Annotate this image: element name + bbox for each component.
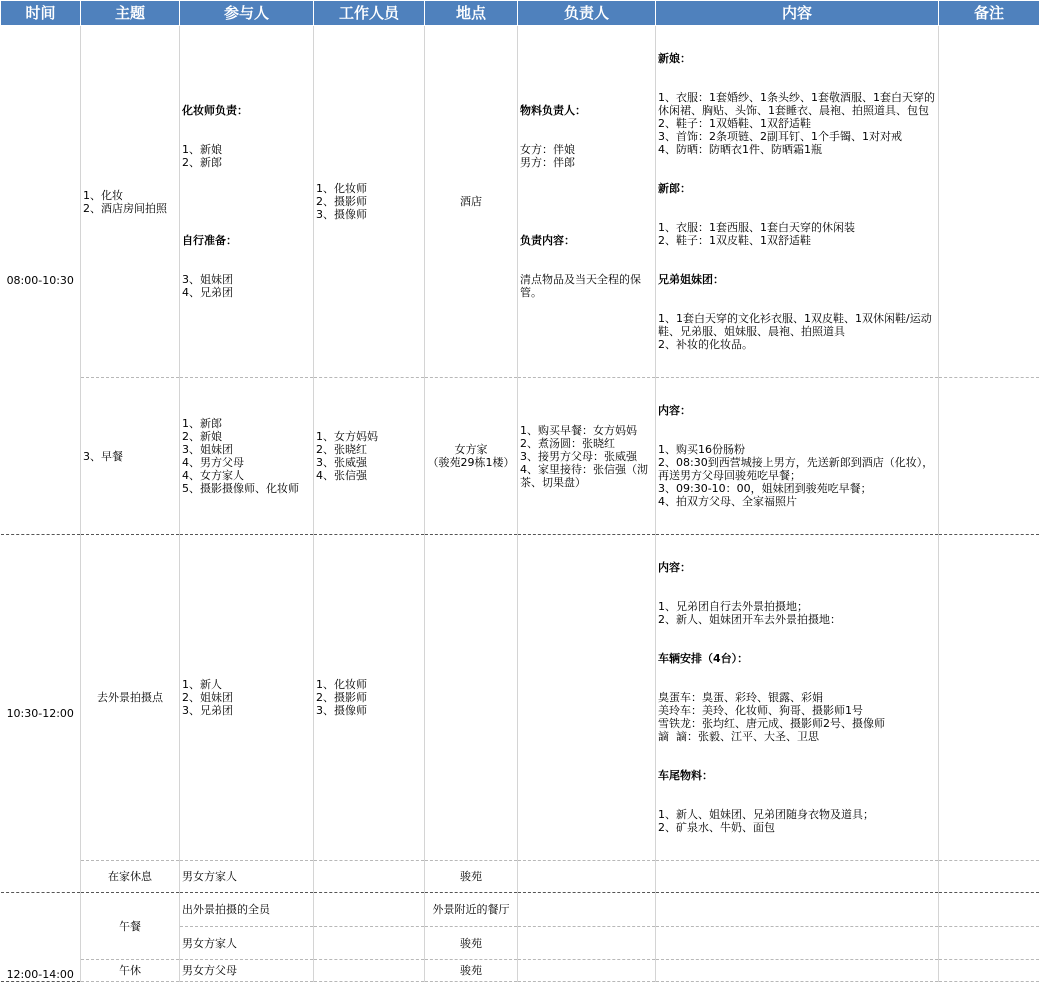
staff-cell[interactable] [314, 927, 425, 960]
owner-cell[interactable] [518, 26, 656, 378]
content-text: 1、购买16份肠粉 2、08:30到西营城接上男方，先送新郎到酒店（化妆），再送男方父母回骏苑吃早餐； 3、09:30-10：00，姐妹团到骏苑吃早餐； 4、拍双方父母、全家福照片 [658, 443, 936, 508]
remarks-cell[interactable] [939, 960, 1039, 982]
table-row [1, 535, 1039, 861]
content-cell[interactable] [656, 535, 939, 861]
participants-cell[interactable] [180, 26, 314, 378]
topic-cell[interactable]: 3、早餐 [81, 378, 180, 535]
participants-cell[interactable]: 男女方父母 [180, 960, 314, 982]
content-text: 1、新人、姐妹团、兄弟团随身衣物及道具； 2、矿泉水、牛奶、面包 [658, 808, 936, 834]
content-heading: 内容： [658, 561, 936, 574]
owner-heading: 物料负责人： [520, 104, 653, 117]
content-heading: 兄弟姐妹团： [658, 273, 936, 286]
owner-text: 清点物品及当天全程的保管。 [520, 273, 653, 299]
table-row [1, 378, 1039, 535]
content-cell[interactable] [656, 927, 939, 960]
content-heading: 车尾物料： [658, 769, 936, 782]
participants-heading: 自行准备： [182, 234, 311, 247]
staff-cell[interactable] [314, 960, 425, 982]
participants-list: 3、姐妹团 4、兄弟团 [182, 273, 311, 299]
topic-cell[interactable]: 1、化妆 2、酒店房间拍照 [81, 26, 180, 378]
table-row [1, 893, 1039, 927]
owner-cell[interactable]: 1、购买早餐：女方妈妈 2、煮汤圆：张晓红 3、接男方父母：张威强 4、家里接待：张信强（沏茶、切果盘） [518, 378, 656, 535]
remarks-cell[interactable] [939, 535, 1039, 861]
header-location[interactable]: 地点 [425, 1, 518, 26]
participants-list: 1、新娘 2、新郎 [182, 143, 311, 169]
header-owner[interactable]: 负责人 [518, 1, 656, 26]
participants-cell[interactable]: 1、新人 2、姐妹团 3、兄弟团 [180, 535, 314, 861]
location-cell[interactable]: 酒店 [425, 26, 518, 378]
location-cell[interactable]: 骏苑 [425, 960, 518, 982]
owner-cell[interactable] [518, 861, 656, 893]
remarks-cell[interactable] [939, 861, 1039, 893]
content-heading: 车辆安排（4台）： [658, 652, 936, 665]
time-cell[interactable]: 10:30-12:00 [1, 535, 81, 893]
participants-cell[interactable]: 出外景拍摄的全员 [180, 893, 314, 927]
header-staff[interactable]: 工作人员 [314, 1, 425, 26]
header-participants[interactable]: 参与人 [180, 1, 314, 26]
content-heading: 新郎： [658, 182, 936, 195]
participants-cell[interactable]: 男女方家人 [180, 861, 314, 893]
table-row [1, 26, 1039, 378]
participants-heading: 化妆师负责： [182, 104, 311, 117]
owner-cell[interactable] [518, 960, 656, 982]
table-row [1, 960, 1039, 982]
content-text: 1、兄弟团自行去外景拍摄地； 2、新人、姐妹团开车去外景拍摄地： [658, 600, 936, 626]
table-row [1, 861, 1039, 893]
owner-text: 女方：伴娘 男方：伴郎 [520, 143, 653, 169]
participants-cell[interactable]: 1、新郎 2、新娘 3、姐妹团 4、男方父母 4、女方家人 5、摄影摄像师、化妆师 [180, 378, 314, 535]
owner-cell[interactable] [518, 893, 656, 927]
location-cell[interactable] [425, 535, 518, 861]
content-heading: 内容： [658, 404, 936, 417]
topic-cell[interactable]: 在家休息 [81, 861, 180, 893]
header-topic[interactable]: 主题 [81, 1, 180, 26]
time-cell[interactable]: 08:00-10:30 [1, 26, 81, 535]
remarks-cell[interactable] [939, 26, 1039, 378]
topic-cell[interactable]: 去外景拍摄点 [81, 535, 180, 861]
topic-cell[interactable]: 午休 [81, 960, 180, 982]
topic-cell[interactable]: 午餐 [81, 893, 180, 960]
remarks-cell[interactable] [939, 927, 1039, 960]
header-remarks[interactable]: 备注 [939, 1, 1039, 26]
location-cell[interactable]: 骏苑 [425, 861, 518, 893]
location-cell[interactable]: 骏苑 [425, 927, 518, 960]
content-cell[interactable] [656, 26, 939, 378]
staff-cell[interactable]: 1、化妆师 2、摄影师 3、摄像师 [314, 535, 425, 861]
location-cell[interactable]: 女方家 （骏苑29栋1楼） [425, 378, 518, 535]
content-cell[interactable] [656, 861, 939, 893]
location-cell[interactable]: 外景附近的餐厅 [425, 893, 518, 927]
staff-cell[interactable]: 1、化妆师 2、摄影师 3、摄像师 [314, 26, 425, 378]
owner-cell[interactable] [518, 927, 656, 960]
owner-heading: 负责内容： [520, 234, 653, 247]
staff-cell[interactable] [314, 861, 425, 893]
content-text: 臭蛋车：臭蛋、彩玲、银露、彩娟 美玲车：美玲、化妆师、狗哥、摄影师1号 雪铁龙：张均红、唐元成、摄影师2号、摄像师 謫 謫：张毅、江平、大圣、卫思 [658, 691, 936, 743]
header-row [1, 1, 1039, 26]
content-text: 1、衣服：1套婚纱、1条头纱、1套敬酒服、1套白天穿的休闲裙、胸贴、头饰、1套睡衣、晨袍、拍照道具、包包 2、鞋子：1双婚鞋、1双舒适鞋 3、首饰：2条项链、2副耳钉、1个手镯、1对对戒 4、防晒：防晒衣1件、防晒霜1瓶 [658, 91, 936, 156]
participants-cell[interactable]: 男女方家人 [180, 927, 314, 960]
header-content[interactable]: 内容 [656, 1, 939, 26]
staff-cell[interactable] [314, 893, 425, 927]
content-cell[interactable] [656, 893, 939, 927]
content-cell[interactable] [656, 378, 939, 535]
content-text: 1、衣服：1套西服、1套白天穿的休闲装 2、鞋子：1双皮鞋、1双舒适鞋 [658, 221, 936, 247]
remarks-cell[interactable] [939, 893, 1039, 927]
content-heading: 新娘： [658, 52, 936, 65]
staff-cell[interactable]: 1、女方妈妈 2、张晓红 3、张威强 4、张信强 [314, 378, 425, 535]
header-time[interactable]: 时间 [1, 1, 81, 26]
content-text: 1、1套白天穿的文化衫衣服、1双皮鞋、1双休闲鞋/运动鞋、兄弟服、姐妹服、晨袍、拍照道具 2、补妆的化妆品。 [658, 312, 936, 351]
time-cell[interactable]: 12:00-14:00 [1, 893, 81, 982]
remarks-cell[interactable] [939, 378, 1039, 535]
owner-cell[interactable] [518, 535, 656, 861]
content-cell[interactable] [656, 960, 939, 982]
